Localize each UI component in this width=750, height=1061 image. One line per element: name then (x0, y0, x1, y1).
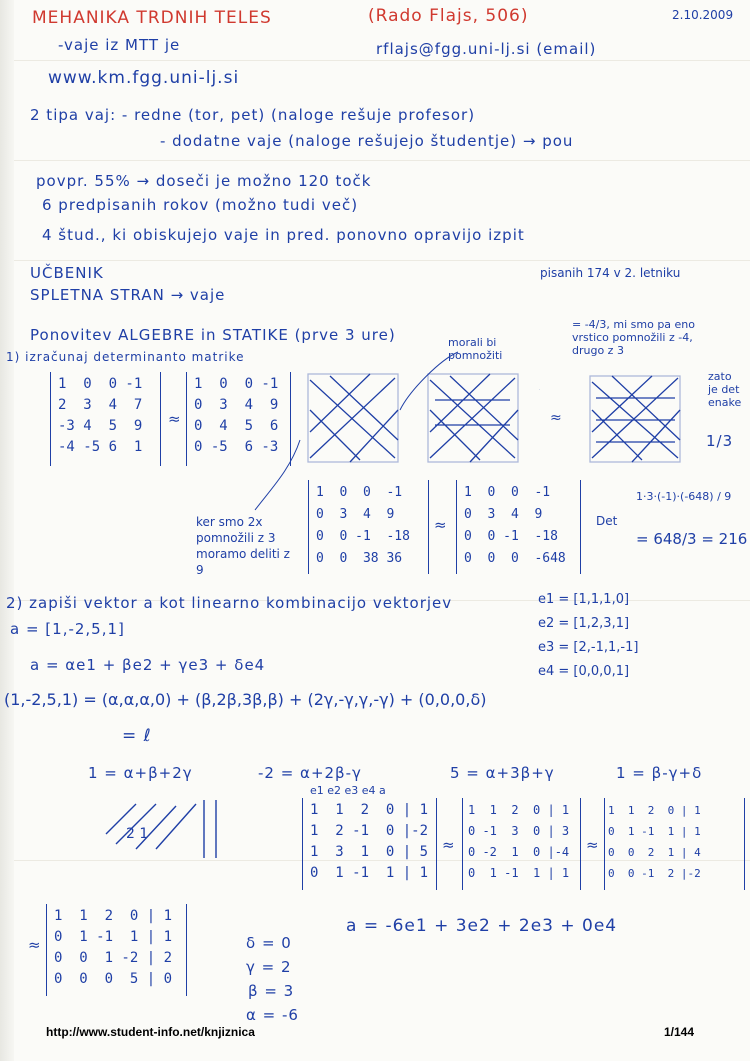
solution-line: δ = 0 (246, 934, 292, 952)
matrix-step (316, 482, 410, 570)
side-note: = -4/3, mi smo pa eno vrstico pomnožili z -4, drugo z 3 (572, 318, 696, 357)
intro-line: 2 tipa vaj: - redne (tor, pet) (naloge rešuje profesor) (30, 106, 476, 124)
matrix-bracket (456, 480, 457, 574)
ruled-line (14, 260, 750, 261)
matrix-row: 0 0 1 -2 | 2 (54, 950, 173, 966)
section-heading: Ponovitev ALGEBRE in STATIKE (prve 3 ure) (30, 326, 396, 344)
column-headers: e1 e2 e3 e4 a (310, 784, 386, 797)
matrix-row: 0 0 0 -648 (464, 551, 566, 566)
ruled-line (14, 160, 750, 161)
matrix-row: 1 1 2 0 | 1 (608, 804, 701, 817)
matrix-row: 1 0 0 -1 (464, 485, 551, 500)
matrix-bracket (186, 372, 187, 466)
task-label: 2) zapiši vektor a kot linearno kombinacijo vektorjev (6, 594, 453, 612)
side-note: morali bi pomnožiti (448, 336, 503, 362)
matrix-row: 1 1 2 0 | 1 (468, 803, 570, 817)
matrix-row: -4 -5 6 1 (58, 439, 143, 455)
matrix-row: 1 0 0 -1 (194, 376, 279, 392)
matrix-row: 1 1 2 0 | 1 (310, 802, 429, 818)
date: 2.10.2009 (672, 8, 734, 22)
svg-text:2 1: 2 1 (126, 826, 149, 842)
matrix-row: 0 0 0 5 | 0 (54, 971, 173, 987)
footer-url[interactable]: http://www.student-info.net/knjiznica (46, 1025, 255, 1039)
intro-line: - dodatne vaje (naloge rešujejo študentje) → pou (160, 132, 574, 150)
svg-text:≈: ≈ (550, 410, 562, 426)
matrix-bracket (428, 480, 429, 574)
matrix-bracket (186, 904, 187, 996)
matrix-row: 0 1 -1 1 | 1 (310, 865, 429, 881)
matrix-row: 0 1 -1 1 | 1 (54, 929, 173, 945)
matrix-bracket (580, 480, 581, 574)
equation: = ℓ (122, 726, 152, 746)
section-heading: UČBENIK (30, 264, 104, 282)
side-note: zato je det enake (708, 370, 742, 409)
matrix-row: 0 0 -1 -18 (316, 529, 410, 544)
intro-line: povpr. 55% → doseči je možno 120 točk (36, 172, 372, 190)
section-heading: SPLETNA STRAN → vaje (30, 286, 226, 304)
vector-definition: e2 = [1,2,3,1] (538, 616, 630, 631)
equation: -2 = α+2β-γ (258, 764, 362, 782)
matrix-bracket (160, 372, 161, 466)
page-title: MEHANIKA TRDNIH TELES (32, 8, 272, 28)
solution-line: α = -6 (246, 1006, 299, 1024)
vector-definition: e3 = [2,-1,1,-1] (538, 640, 639, 655)
approx-sign: ≈ (168, 410, 182, 428)
matrix-bracket (308, 480, 309, 574)
matrix-row: 0 0 -1 -18 (464, 529, 558, 544)
matrix-bracket (604, 798, 605, 890)
matrix-row: 0 -5 6 -3 (194, 439, 279, 455)
det-formula: 1·3·(-1)·(-648) / 9 (636, 490, 732, 503)
approx-sign: ≈ (434, 516, 448, 534)
linear-combination: a = αe1 + βe2 + γe3 + δe4 (30, 656, 266, 674)
side-note: pisanih 174 v 2. letniku (540, 266, 681, 280)
matrix-row: 1 0 0 -1 (58, 376, 143, 392)
approx-sign: ≈ (586, 836, 600, 854)
matrix-row: 0 3 4 9 (464, 507, 543, 522)
lecturer: (Rado Flajs, 506) (368, 6, 529, 26)
matrix-row: 0 -1 3 0 | 3 (468, 824, 570, 838)
approx-sign: ≈ (442, 836, 456, 854)
ruled-line (14, 60, 750, 61)
matrix-bracket (302, 798, 303, 890)
vector-definition: e4 = [0,0,0,1] (538, 664, 630, 679)
side-note: ker smo 2x pomnožili z 3 moramo deliti z 9 (196, 515, 290, 577)
matrix-bracket (462, 798, 463, 890)
matrix-bracket (744, 798, 745, 890)
matrix-bracket (50, 372, 51, 466)
matrix-row: 0 4 5 6 (194, 418, 279, 434)
side-note: 1/3 (706, 432, 734, 450)
matrix-row: 0 1 -1 1 | 1 (608, 825, 701, 838)
expanded-equation: (1,-2,5,1) = (α,α,α,0) + (β,2β,3β,β) + (2γ,-γ,γ,-γ) + (0,0,0,δ) (4, 690, 487, 709)
equation: 1 = α+β+2γ (88, 764, 193, 782)
solution-line: γ = 2 (246, 958, 292, 976)
final-result: a = -6e1 + 3e2 + 2e3 + 0e4 (346, 916, 618, 936)
matrix-row: 0 3 4 9 (316, 507, 395, 522)
page-number: 1/144 (664, 1025, 695, 1039)
matrix-row: 1 2 -1 0 |-2 (310, 823, 429, 839)
email: rflajs@fgg.uni-lj.si (email) (376, 40, 597, 58)
website: www.km.fgg.uni-lj.si (48, 68, 240, 88)
intro-line: 6 predpisanih rokov (možno tudi več) (42, 196, 359, 214)
augmented-matrix (608, 800, 701, 884)
matrix-row: -3 4 5 9 (58, 418, 143, 434)
matrix-bracket (46, 904, 47, 996)
matrix-step (464, 482, 566, 570)
augmented-matrix (310, 800, 428, 884)
vector-definition: e1 = [1,1,1,0] (538, 592, 630, 607)
augmented-matrix (54, 906, 172, 990)
augmented-matrix (468, 800, 569, 884)
matrix-row: 1 0 0 -1 (316, 485, 403, 500)
solution-line: β = 3 (248, 982, 295, 1000)
matrix-bracket (436, 798, 437, 890)
task-label: 1) izračunaj determinanto matrike (6, 350, 245, 364)
subtitle: -vaje iz MTT je (58, 36, 181, 54)
det-label: Det (596, 514, 618, 528)
crossed-out-scribble (96, 794, 236, 864)
matrix-bracket (580, 798, 581, 890)
matrix-row: 0 0 2 1 | 4 (608, 846, 701, 859)
matrix-row: 1 3 1 0 | 5 (310, 844, 429, 860)
matrix-row: 0 0 38 36 (316, 551, 403, 566)
notebook-margin (0, 0, 14, 1061)
intro-line: 4 štud., ki obiskujejo vaje in pred. ponovno opravijo izpit (42, 226, 525, 244)
matrix-row: 0 -2 1 0 |-4 (468, 845, 570, 859)
det-result: = 648/3 = 216 (636, 530, 748, 548)
matrix-row: 0 1 -1 1 | 1 (468, 866, 570, 880)
matrix-determinant (58, 374, 142, 458)
equation: 5 = α+3β+γ (450, 764, 555, 782)
vector-definition: a = [1,-2,5,1] (10, 620, 125, 638)
matrix-row: 0 0 -1 2 |-2 (608, 867, 701, 880)
matrix-row: 0 3 4 9 (194, 397, 279, 413)
matrix-row: 2 3 4 7 (58, 397, 143, 413)
approx-sign: ≈ (28, 936, 42, 954)
equation: 1 = β-γ+δ (616, 764, 703, 782)
matrix-row: 1 1 2 0 | 1 (54, 908, 173, 924)
